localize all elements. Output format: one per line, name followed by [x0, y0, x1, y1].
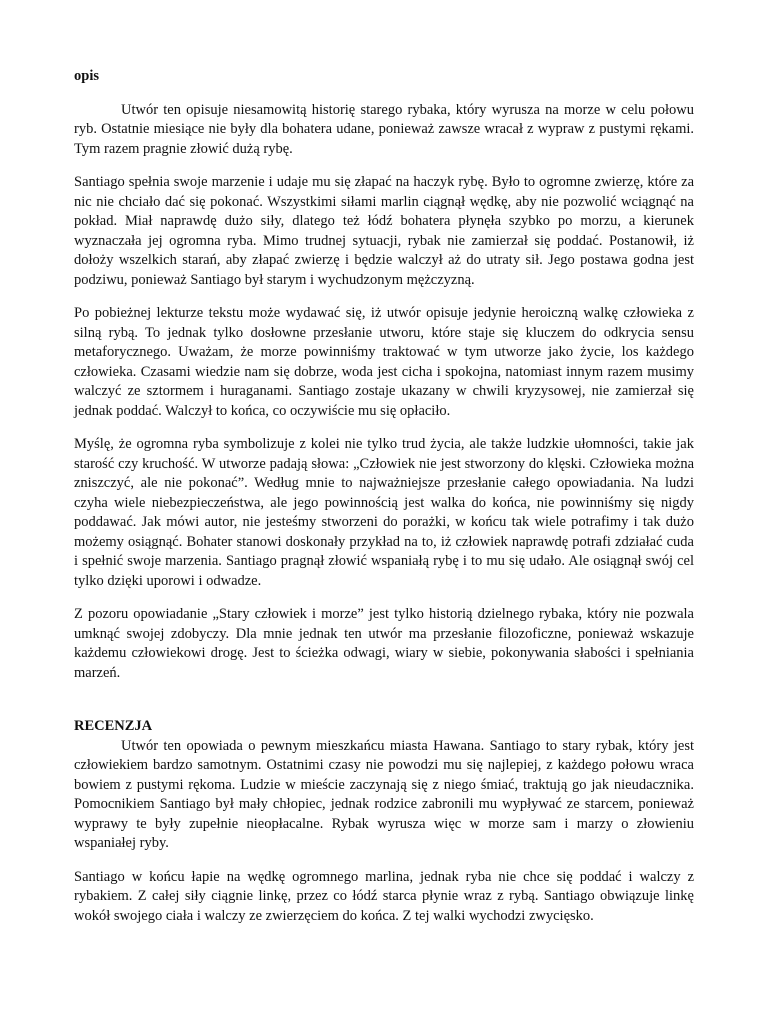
- section-heading-opis: opis: [74, 68, 99, 84]
- opis-paragraph-5: Z pozoru opowiadanie „Stary człowiek i morze” jest tylko historią dzielnego rybaka, który nie pozwala umknąć swojej zdobyczy. Dla mnie jednak ten utwór ma przesłanie filozoficzne, ponieważ wskazuje każdemu człowiekowi drogę. Jest to ścieżka odwagi, wiary w siebie, pokonywania słabości i spełniania marzeń.: [74, 606, 694, 681]
- recenzja-paragraph-1: Utwór ten opowiada o pewnym mieszkańcu miasta Hawana. Santiago to stary rybak, który jest człowiekiem bardzo samotnym. Ostatnimi czasy nie powodzi mu się najlepiej, z każdego połowu wraca bowiem z pustymi rękoma. Ludzie w mieście zaczynają się z niego śmiać, traktują go jak nieudacznika. Pomocnikiem Santiago był mały chłopiec, jednak rodzice zabronili mu wypływać ze starcem, ponieważ wyprawy te były zupełnie nieopłacalne. Rybak wyrusza więc w morze sam i marzy o złowieniu wspaniałej ryby.: [74, 737, 694, 851]
- opis-paragraph-3: Po pobieżnej lekturze tekstu może wydawać się, iż utwór opisuje jedynie heroiczną walkę człowieka z silną rybą. To jednak tylko dosłowne przesłanie utworu, które staje się kluczem do odkrycia sensu metaforycznego. Uważam, że morze powinniśmy traktować w tym utworze jako życie, los każdego człowieka. Czasami wiedzie nam się dobrze, woda jest cicha i spokojna, natomiast innym razem musimy walczyć ze sztormem i huraganami. Santiago zostaje ukazany w chwili kryzysowej, nie zamierzał się jednak poddać. Walczył to końca, co oczywiście mu się opłaciło.: [74, 305, 694, 419]
- document-page: [74, 67, 694, 926]
- opis-paragraph-2: Santiago spełnia swoje marzenie i udaje mu się złapać na haczyk rybę. Było to ogromne zwierzę, które za nic nie chciało dać się pokonać. Wszystkimi siłami marlin ciągnął wędkę, aby nie pozwolić wciągnąć na pokład. Miał naprawdę dużo siły, dlatego też łódź bohatera płynęła szybko po morzu, a kierunek wyznaczała jej ogromna ryba. Mimo trudnej sytuacji, rybak nie zamierzał się poddać. Postanowił, iż dołoży wszelkich starań, aby złapać zwierzę i będzie walczył aż do utraty sił. Jego postawa godna jest podziwu, ponieważ Santiago był starym i wychudzonym mężczyzną.: [74, 174, 694, 288]
- opis-paragraph-1: Utwór ten opisuje niesamowitą historię starego rybaka, który wyrusza na morze w celu połowu ryb. Ostatnie miesiące nie były dla bohatera udane, ponieważ zawsze wracał z wypraw z pustymi rękami. Tym razem pragnie złowić dużą rybę.: [74, 101, 694, 157]
- recenzja-paragraph-2: Santiago w końcu łapie na wędkę ogromnego marlina, jednak ryba nie chce się poddać i walczy z rybakiem. Z całej siły ciągnie linkę, przez co łódź starca płynie wraz z rybą. Santiago obwiązuje linkę wokół swojego ciała i walczy ze zwierzęciem do końca. Z tej walki wychodzi zwycięsko.: [74, 868, 694, 924]
- opis-paragraph-4: Myślę, że ogromna ryba symbolizuje z kolei nie tylko trud życia, ale także ludzkie ułomności, takie jak starość czy kruchość. W utworze padają słowa: „Człowiek nie jest stworzony do klęski. Człowieka można zniszczyć, ale nie pokonać”. Według mnie to najważniejsze przesłanie całego opowiadania. Na ludzi czyha wiele niebezpieczeństwa, ale jego powinnością jest walka do końca, nie powinniśmy się nigdy poddawać. Jak mówi autor, nie jesteśmy stworzeni do porażki, w końcu tak wiele potrafimy i tak dużo możemy osiągnąć. Bohater stanowi doskonały przykład na to, iż człowiek naprawdę potrafi zdziałać cuda i spełnić swoje marzenia. Santiago pragnął złowić wspaniałą rybę i to mu się udało. Ale osiągnął swój cel tylko dzięki uporowi i odwadze.: [74, 436, 694, 589]
- section-heading-recenzja: RECENZJA: [74, 718, 153, 734]
